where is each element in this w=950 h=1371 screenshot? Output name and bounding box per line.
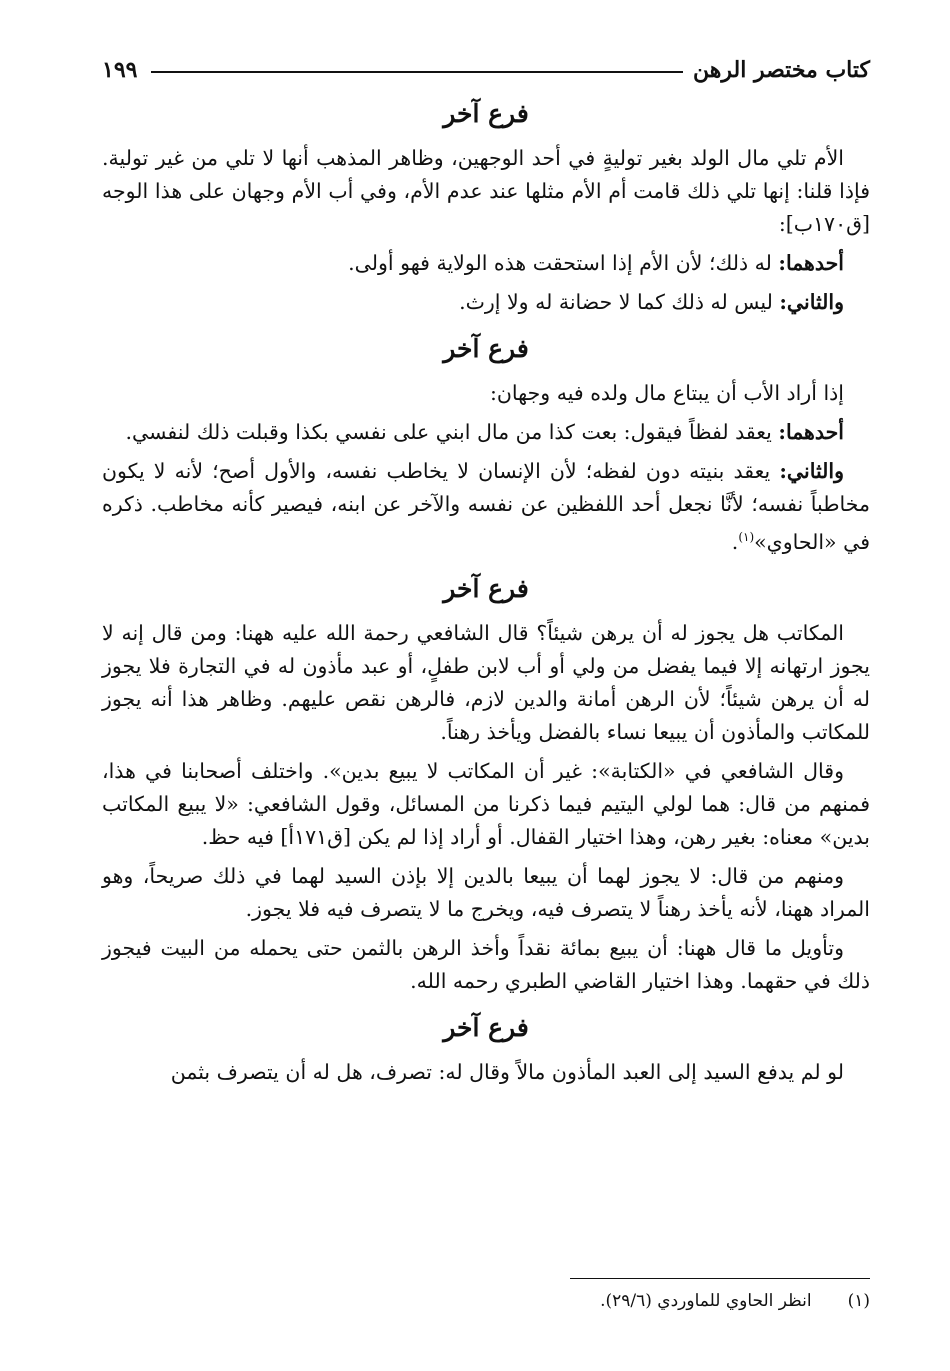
footnote-number: (١)	[847, 1291, 870, 1311]
section-title: فرع آخر	[443, 573, 529, 603]
footnote-rule	[570, 1278, 870, 1279]
paragraph: وقال الشافعي في «الكتابة»: غير أن المكاتب لا يبيع بدين». واختلف أصحابنا في هذا، فمنهم من قال: هما لولي اليتيم فيما ذكرنا من المسائل، وقول الشافعي: «لا يبيع المكاتب بدين» معناه: بغير رهن، وهذا اختيار القفال. أو أراد إذا لم يكن [ق١٧١أ] فيه حظ.	[102, 758, 870, 849]
paragraph: ومنهم من قال: لا يجوز لهما أن يبيعا بالدين إلا بإذن السيد لهما في ذلك صريحاً، وهو المراد ههنا، لأنه يأخذ رهناً لا يتصرف فيه، ويخرج ما لا يتصرف فيه فلا يجوز.	[102, 863, 870, 921]
footnote-reference: (١)	[738, 530, 755, 544]
running-header	[102, 50, 870, 90]
paragraph: وتأويل ما قال ههنا: أن يبيع بمائة نقداً وأخذ الرهن بالثمن حتى يحمله من البيت فيجوز ذلك في حقهما. وهذا اختيار القاضي الطبري رحمه الله.	[102, 935, 870, 993]
footnote-text: انظر الحاوي للماوردي (٢٩/٦).	[600, 1291, 812, 1311]
page-body	[102, 92, 870, 1089]
paragraph: الأم تلي مال الولد بغير توليةٍ في أحد الوجهين، وظاهر المذهب أنها لا تلي من غير تولية. فإذا قلنا: إنها تلي ذلك قامت أم الأم مثلها عند عدم الأم، وفي أب الأم وجهان على هذا الوجه [ق١٧٠ب]:	[102, 146, 870, 236]
paragraph: لو لم يدفع السيد إلى العبد المأذون مالاً وقال له: تصرف، هل له أن يتصرف بثمن	[170, 1059, 844, 1084]
term-label: أحدهما:	[778, 251, 844, 275]
paragraph: المكاتب هل يجوز له أن يرهن شيئاً؟ قال الشافعي رحمة الله عليه ههنا: ومن قال إنه لا يجوز ارتهانه إلا فيما يفضل من ولي أو أب لابن طفلٍ، أو عبد مأذون له في التجارة فلا يجوز له أن يرهن شيئاً؛ لأن الرهن أمانة والدين لازم، فالرهن نقص عليهم. وظاهر هذا أنه يجوز للمكاتب والمأذون أن يبيعا نساء بالفضل ويأخذ رهناً.	[102, 620, 870, 744]
book-title: كتاب مختصر الرهن	[693, 57, 870, 83]
section-title: فرع آخر	[443, 1012, 529, 1042]
term-label: والثاني:	[779, 459, 844, 483]
paragraph: أحدهما: يعقد لفظاً فيقول: بعت كذا من مال ابني على نفسي بكذا وقبلت ذلك لنفسي.	[125, 420, 844, 444]
section-title: فرع آخر	[443, 334, 529, 363]
footnote	[102, 1291, 870, 1311]
page	[102, 40, 870, 1340]
footnotes	[102, 1278, 870, 1311]
paragraph: والثاني: ليس له ذلك كما لا حضانة له ولا إرث.	[459, 290, 844, 314]
term-label: والثاني:	[779, 290, 844, 314]
page-number: ١٩٩	[102, 57, 138, 83]
term-label: أحدهما:	[778, 420, 844, 444]
section-title: فرع آخر	[443, 99, 529, 128]
paragraph: والثاني: يعقد بنيته دون لفظه؛ لأن الإنسان لا يخاطب نفسه، والأول أصح؛ لأنه لا يكون مخاطباً نفسه؛ لأنَّا نجعل أحد اللفظين عن نفسه والآخر عن ابنه، فيصير كأنه مخاطب. ذكره في «الحاوي»$^{(١)}$.	[102, 459, 870, 554]
paragraph: أحدهما: له ذلك؛ لأن الأم إذا استحقت هذه الولاية فهو أولى.	[348, 251, 844, 275]
paragraph: إذا أراد الأب أن يبتاع مال ولده فيه وجهان:	[489, 381, 844, 405]
header-rule	[151, 71, 683, 73]
